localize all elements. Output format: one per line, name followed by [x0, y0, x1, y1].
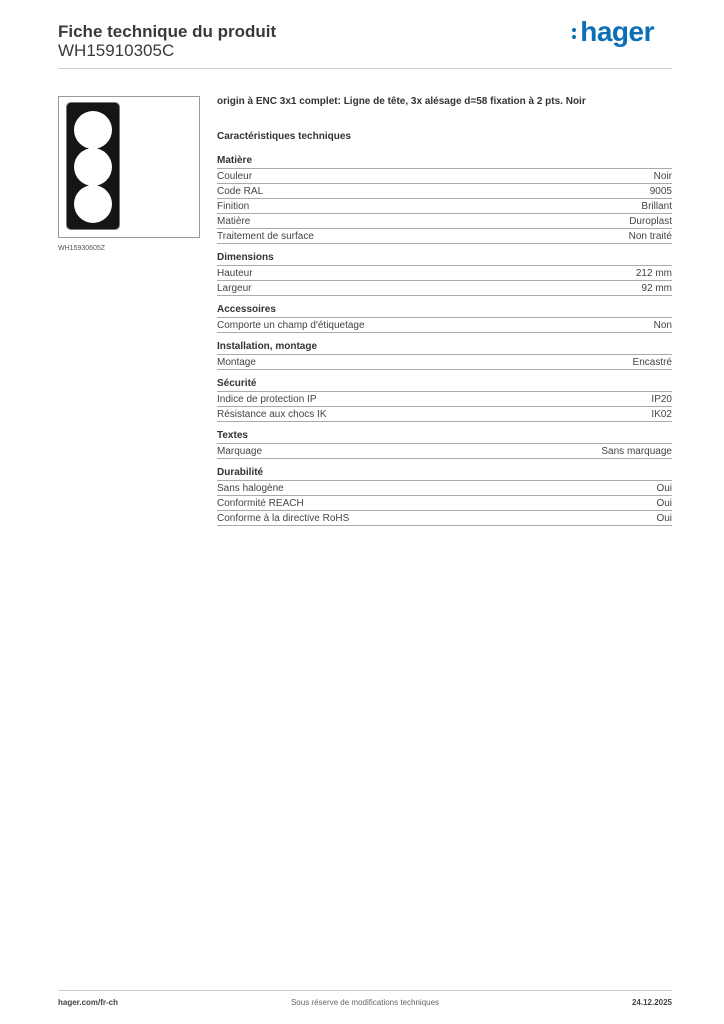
spec-section — [217, 467, 672, 526]
spec-label: Couleur — [217, 171, 253, 182]
spec-section — [217, 341, 672, 370]
socket-hole-icon — [74, 185, 112, 223]
spec-section — [217, 252, 672, 296]
spec-value: 9005 — [649, 186, 672, 197]
product-image — [58, 96, 200, 238]
header-divider — [58, 68, 672, 69]
page-header — [58, 22, 276, 60]
spec-table — [217, 480, 672, 526]
spec-row — [217, 280, 672, 296]
product-details — [217, 96, 672, 534]
spec-row — [217, 480, 672, 495]
footer-divider — [58, 990, 672, 991]
spec-label: Finition — [217, 201, 250, 212]
spec-row — [217, 198, 672, 213]
spec-row — [217, 183, 672, 198]
spec-label: Comporte un champ d'étiquetage — [217, 320, 365, 331]
spec-label: Code RAL — [217, 186, 264, 197]
spec-row — [217, 228, 672, 244]
spec-table — [217, 391, 672, 422]
spec-value: Encastré — [632, 357, 672, 368]
spec-value: 212 mm — [635, 268, 672, 279]
spec-row — [217, 391, 672, 406]
spec-label: Matière — [217, 216, 251, 227]
spec-value: Sans marquage — [601, 446, 672, 457]
spec-table — [217, 317, 672, 333]
spec-table — [217, 168, 672, 244]
product-description: origin à ENC 3x1 complet: Ligne de tête, 3x alésage d=58 fixation à 2 pts. Noir — [217, 96, 586, 107]
spec-label: Résistance aux chocs IK — [217, 409, 327, 420]
spec-row — [217, 406, 672, 422]
spec-label: Conforme à la directive RoHS — [217, 513, 350, 524]
spec-value: IK02 — [651, 409, 672, 420]
page-title: Fiche technique du produit — [58, 22, 277, 41]
spec-label: Traitement de surface — [217, 231, 314, 242]
spec-section — [217, 430, 672, 459]
spec-value: IP20 — [651, 394, 672, 405]
spec-table — [217, 354, 672, 370]
spec-label: Hauteur — [217, 268, 253, 279]
spec-row — [217, 317, 672, 333]
socket-hole-icon — [74, 148, 112, 186]
spec-label: Indice de protection IP — [217, 394, 317, 405]
spec-table — [217, 443, 672, 459]
cover-plate-icon — [66, 102, 120, 230]
spec-row — [217, 265, 672, 280]
spec-value: Duroplast — [629, 216, 672, 227]
footer-website[interactable]: hager.com/fr-ch — [58, 998, 119, 1007]
spec-section — [217, 155, 672, 244]
spec-section — [217, 304, 672, 333]
spec-label: Marquage — [217, 446, 263, 457]
footer-notice: Sous réserve de modifications techniques — [290, 998, 440, 1007]
section-title: Sécurité — [217, 378, 257, 389]
spec-value: Non traité — [628, 231, 672, 242]
section-title: Textes — [217, 430, 248, 441]
spec-value: Non — [653, 320, 672, 331]
spec-label: Montage — [217, 357, 256, 368]
brand-name: hager — [580, 16, 654, 47]
characteristics-sections — [217, 155, 672, 526]
spec-value: 92 mm — [641, 283, 672, 294]
spec-value: Oui — [656, 498, 672, 509]
spec-row — [217, 495, 672, 510]
socket-hole-icon — [74, 111, 112, 149]
spec-row — [217, 443, 672, 459]
section-title: Matière — [217, 155, 253, 166]
spec-label: Conformité REACH — [217, 498, 304, 509]
section-title: Dimensions — [217, 252, 274, 263]
spec-value: Oui — [656, 513, 672, 524]
spec-row — [217, 213, 672, 228]
spec-row — [217, 510, 672, 526]
spec-label: Sans halogène — [217, 483, 284, 494]
product-reference: WH15910305C — [58, 41, 175, 60]
spec-label: Largeur — [217, 283, 252, 294]
spec-row — [217, 168, 672, 183]
footer-date: 24.12.2025 — [631, 998, 672, 1007]
section-title: Durabilité — [217, 467, 264, 478]
logo-dots-icon — [572, 25, 576, 42]
hager-logo — [572, 16, 654, 48]
section-title: Installation, montage — [217, 341, 318, 352]
characteristics-title: Caractéristiques techniques — [217, 131, 351, 142]
spec-table — [217, 265, 672, 296]
section-title: Accessoires — [217, 304, 276, 315]
image-caption: WH15930605Z — [58, 245, 106, 252]
spec-value: Noir — [653, 171, 672, 182]
spec-value: Oui — [656, 483, 672, 494]
spec-row — [217, 354, 672, 370]
spec-value: Brillant — [641, 201, 672, 212]
spec-section — [217, 378, 672, 422]
